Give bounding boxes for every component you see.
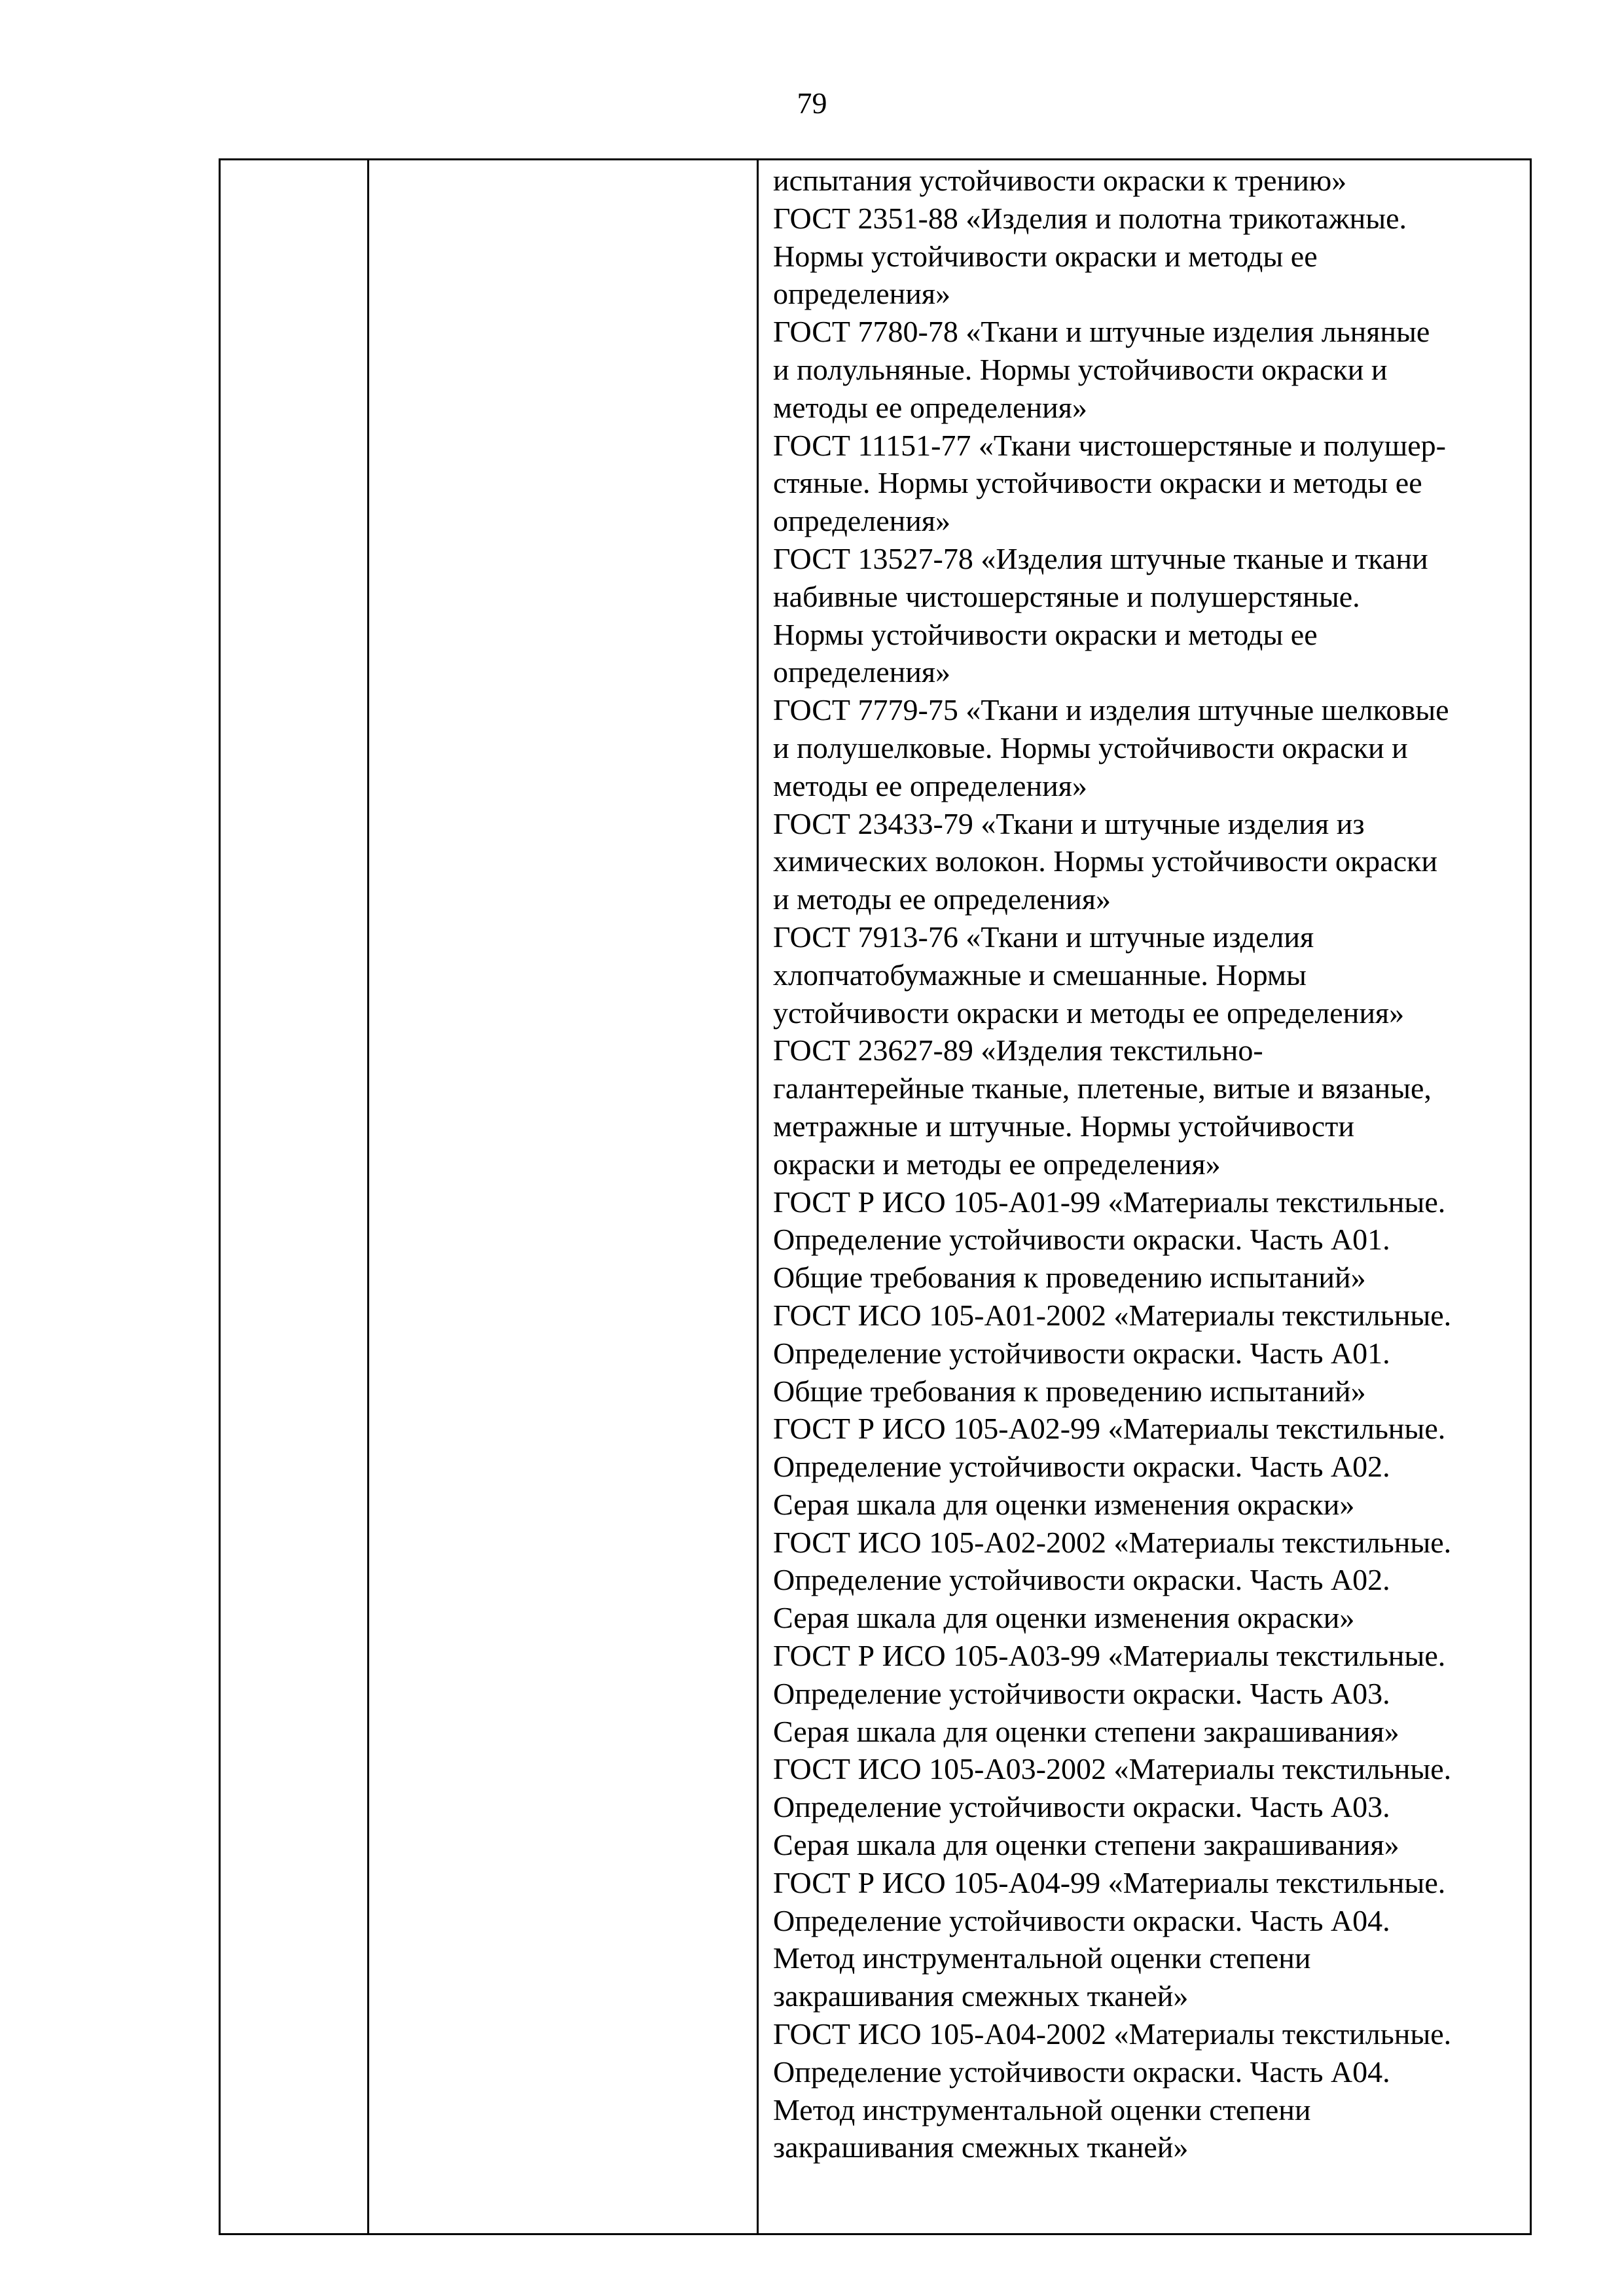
standard-entry-line: ГОСТ ИСО 105-А02-2002 «Материалы текстильные. xyxy=(773,1525,1452,1559)
standard-entry-line: ГОСТ 23433-79 «Ткани и штучные изделия из xyxy=(773,806,1365,840)
standard-entry-line: Определение устойчивости окраски. Часть А01. xyxy=(773,1223,1390,1257)
standard-entry xyxy=(773,1864,1522,2015)
standard-entry-line: набивные чистошерстяные и полушерстяные. xyxy=(773,579,1360,613)
table-row xyxy=(220,160,1531,2234)
standard-entry-line: стяные. Нормы устойчивости окраски и методы ее xyxy=(773,466,1422,500)
standard-entry-line: ГОСТ Р ИСО 105-А02-99 «Материалы текстильные. xyxy=(773,1412,1446,1446)
standard-entry xyxy=(773,313,1522,426)
standard-entry-line: Определение устойчивости окраски. Часть А03. xyxy=(773,1676,1390,1710)
standard-entry-line: Серая шкала для оценки изменения окраски» xyxy=(773,1487,1355,1521)
standard-entry-line: определения» xyxy=(773,504,951,538)
standards-table xyxy=(219,158,1532,2235)
standard-entry-line: устойчивости окраски и методы ее определения» xyxy=(773,996,1405,1030)
standard-entry xyxy=(773,1750,1522,1863)
standard-entry-line: ГОСТ 11151-77 «Ткани чистошерстяные и полушер- xyxy=(773,428,1446,462)
standard-entry-line: галантерейные тканые, плетеные, витые и вязаные, xyxy=(773,1071,1432,1105)
standard-entry-line: ГОСТ 7913-76 «Ткани и штучные изделия xyxy=(773,920,1314,954)
table-cell-column-2 xyxy=(369,160,758,2234)
standard-entry-line: химических волокон. Нормы устойчивости окраски xyxy=(773,844,1437,878)
standard-entry-line: Определение устойчивости окраски. Часть А04. xyxy=(773,1903,1390,1937)
table-cell-standards xyxy=(758,160,1531,2234)
standard-entry-line: ГОСТ 23627-89 «Изделия текстильно- xyxy=(773,1033,1263,1067)
standard-entry-line: Серая шкала для оценки степени закрашивания» xyxy=(773,1828,1399,1862)
standard-entry xyxy=(773,200,1522,313)
standard-entry-line: Метод инструментальной оценки степени xyxy=(773,2092,1311,2126)
standard-entry-line: окраски и методы ее определения» xyxy=(773,1147,1221,1181)
standard-entry xyxy=(773,918,1522,1031)
standard-entry xyxy=(773,162,1522,200)
standard-entry-line: ГОСТ Р ИСО 105-А01-99 «Материалы текстильные. xyxy=(773,1185,1446,1219)
standard-entry xyxy=(773,540,1522,691)
standard-entry-line: определения» xyxy=(773,277,951,311)
standard-entry xyxy=(773,1524,1522,1637)
standard-entry-line: Нормы устойчивости окраски и методы ее xyxy=(773,617,1318,651)
standard-entry xyxy=(773,1410,1522,1523)
standard-entry-line: ГОСТ 7779-75 «Ткани и изделия штучные шелковые xyxy=(773,693,1449,727)
standard-entry-line: ГОСТ 7780-78 «Ткани и штучные изделия льняные xyxy=(773,315,1430,349)
table-cell-column-1 xyxy=(220,160,369,2234)
standard-entry-line: закрашивания смежных тканей» xyxy=(773,2130,1189,2164)
standard-entry-line: Общие требования к проведению испытаний» xyxy=(773,1374,1366,1408)
page-number: 79 xyxy=(797,86,827,120)
standard-entry-line: испытания устойчивости окраски к трению» xyxy=(773,164,1347,197)
standard-entry xyxy=(773,805,1522,918)
standard-entry-line: определения» xyxy=(773,655,951,689)
standard-entry xyxy=(773,1183,1522,1297)
standard-entry-line: Серая шкала для оценки изменения окраски» xyxy=(773,1601,1355,1635)
standard-entry-line: Метод инструментальной оценки степени xyxy=(773,1941,1311,1975)
standard-entry-line: Определение устойчивости окраски. Часть А03. xyxy=(773,1790,1390,1824)
standard-entry-line: и полульняные. Нормы устойчивости окраски и xyxy=(773,352,1388,386)
standard-entry-line: ГОСТ 2351-88 «Изделия и полотна трикотажные. xyxy=(773,201,1407,235)
standard-entry-line: методы ее определения» xyxy=(773,768,1087,802)
standard-entry xyxy=(773,1637,1522,1750)
standard-entry xyxy=(773,1031,1522,1183)
standard-entry-line: ГОСТ 13527-78 «Изделия штучные тканые и ткани xyxy=(773,541,1428,575)
standard-entry xyxy=(773,1297,1522,1410)
standard-entry-line: и методы ее определения» xyxy=(773,882,1111,916)
standard-entry-line: метражные и штучные. Нормы устойчивости xyxy=(773,1109,1354,1143)
standard-entry xyxy=(773,2015,1522,2166)
standards-list xyxy=(759,160,1530,2166)
standard-entry xyxy=(773,427,1522,540)
standard-entry-line: ГОСТ ИСО 105-А03-2002 «Материалы текстильные. xyxy=(773,1752,1452,1786)
standard-entry-line: Определение устойчивости окраски. Часть А04. xyxy=(773,2054,1390,2089)
standard-entry xyxy=(773,691,1522,804)
standard-entry-line: Определение устойчивости окраски. Часть А02. xyxy=(773,1563,1390,1597)
standard-entry-line: Определение устойчивости окраски. Часть А02. xyxy=(773,1450,1390,1484)
standard-entry-line: Общие требования к проведению испытаний» xyxy=(773,1261,1366,1295)
standard-entry-line: закрашивания смежных тканей» xyxy=(773,1979,1189,2013)
standard-entry-line: ГОСТ Р ИСО 105-А04-99 «Материалы текстильные. xyxy=(773,1865,1446,1899)
standard-entry-line: и полушелковые. Нормы устойчивости окраски и xyxy=(773,730,1408,764)
standard-entry-line: ГОСТ ИСО 105-А04-2002 «Материалы текстильные. xyxy=(773,2017,1452,2051)
standard-entry-line: ГОСТ ИСО 105-А01-2002 «Материалы текстильные. xyxy=(773,1298,1452,1332)
standard-entry-line: ГОСТ Р ИСО 105-А03-99 «Материалы текстильные. xyxy=(773,1639,1446,1673)
standard-entry-line: Нормы устойчивости окраски и методы ее xyxy=(773,239,1318,273)
standard-entry-line: Серая шкала для оценки степени закрашивания» xyxy=(773,1714,1399,1748)
standard-entry-line: хлопчатобумажные и смешанные. Нормы xyxy=(773,958,1307,992)
standard-entry-line: методы ее определения» xyxy=(773,390,1087,424)
standard-entry-line: Определение устойчивости окраски. Часть А01. xyxy=(773,1336,1390,1370)
